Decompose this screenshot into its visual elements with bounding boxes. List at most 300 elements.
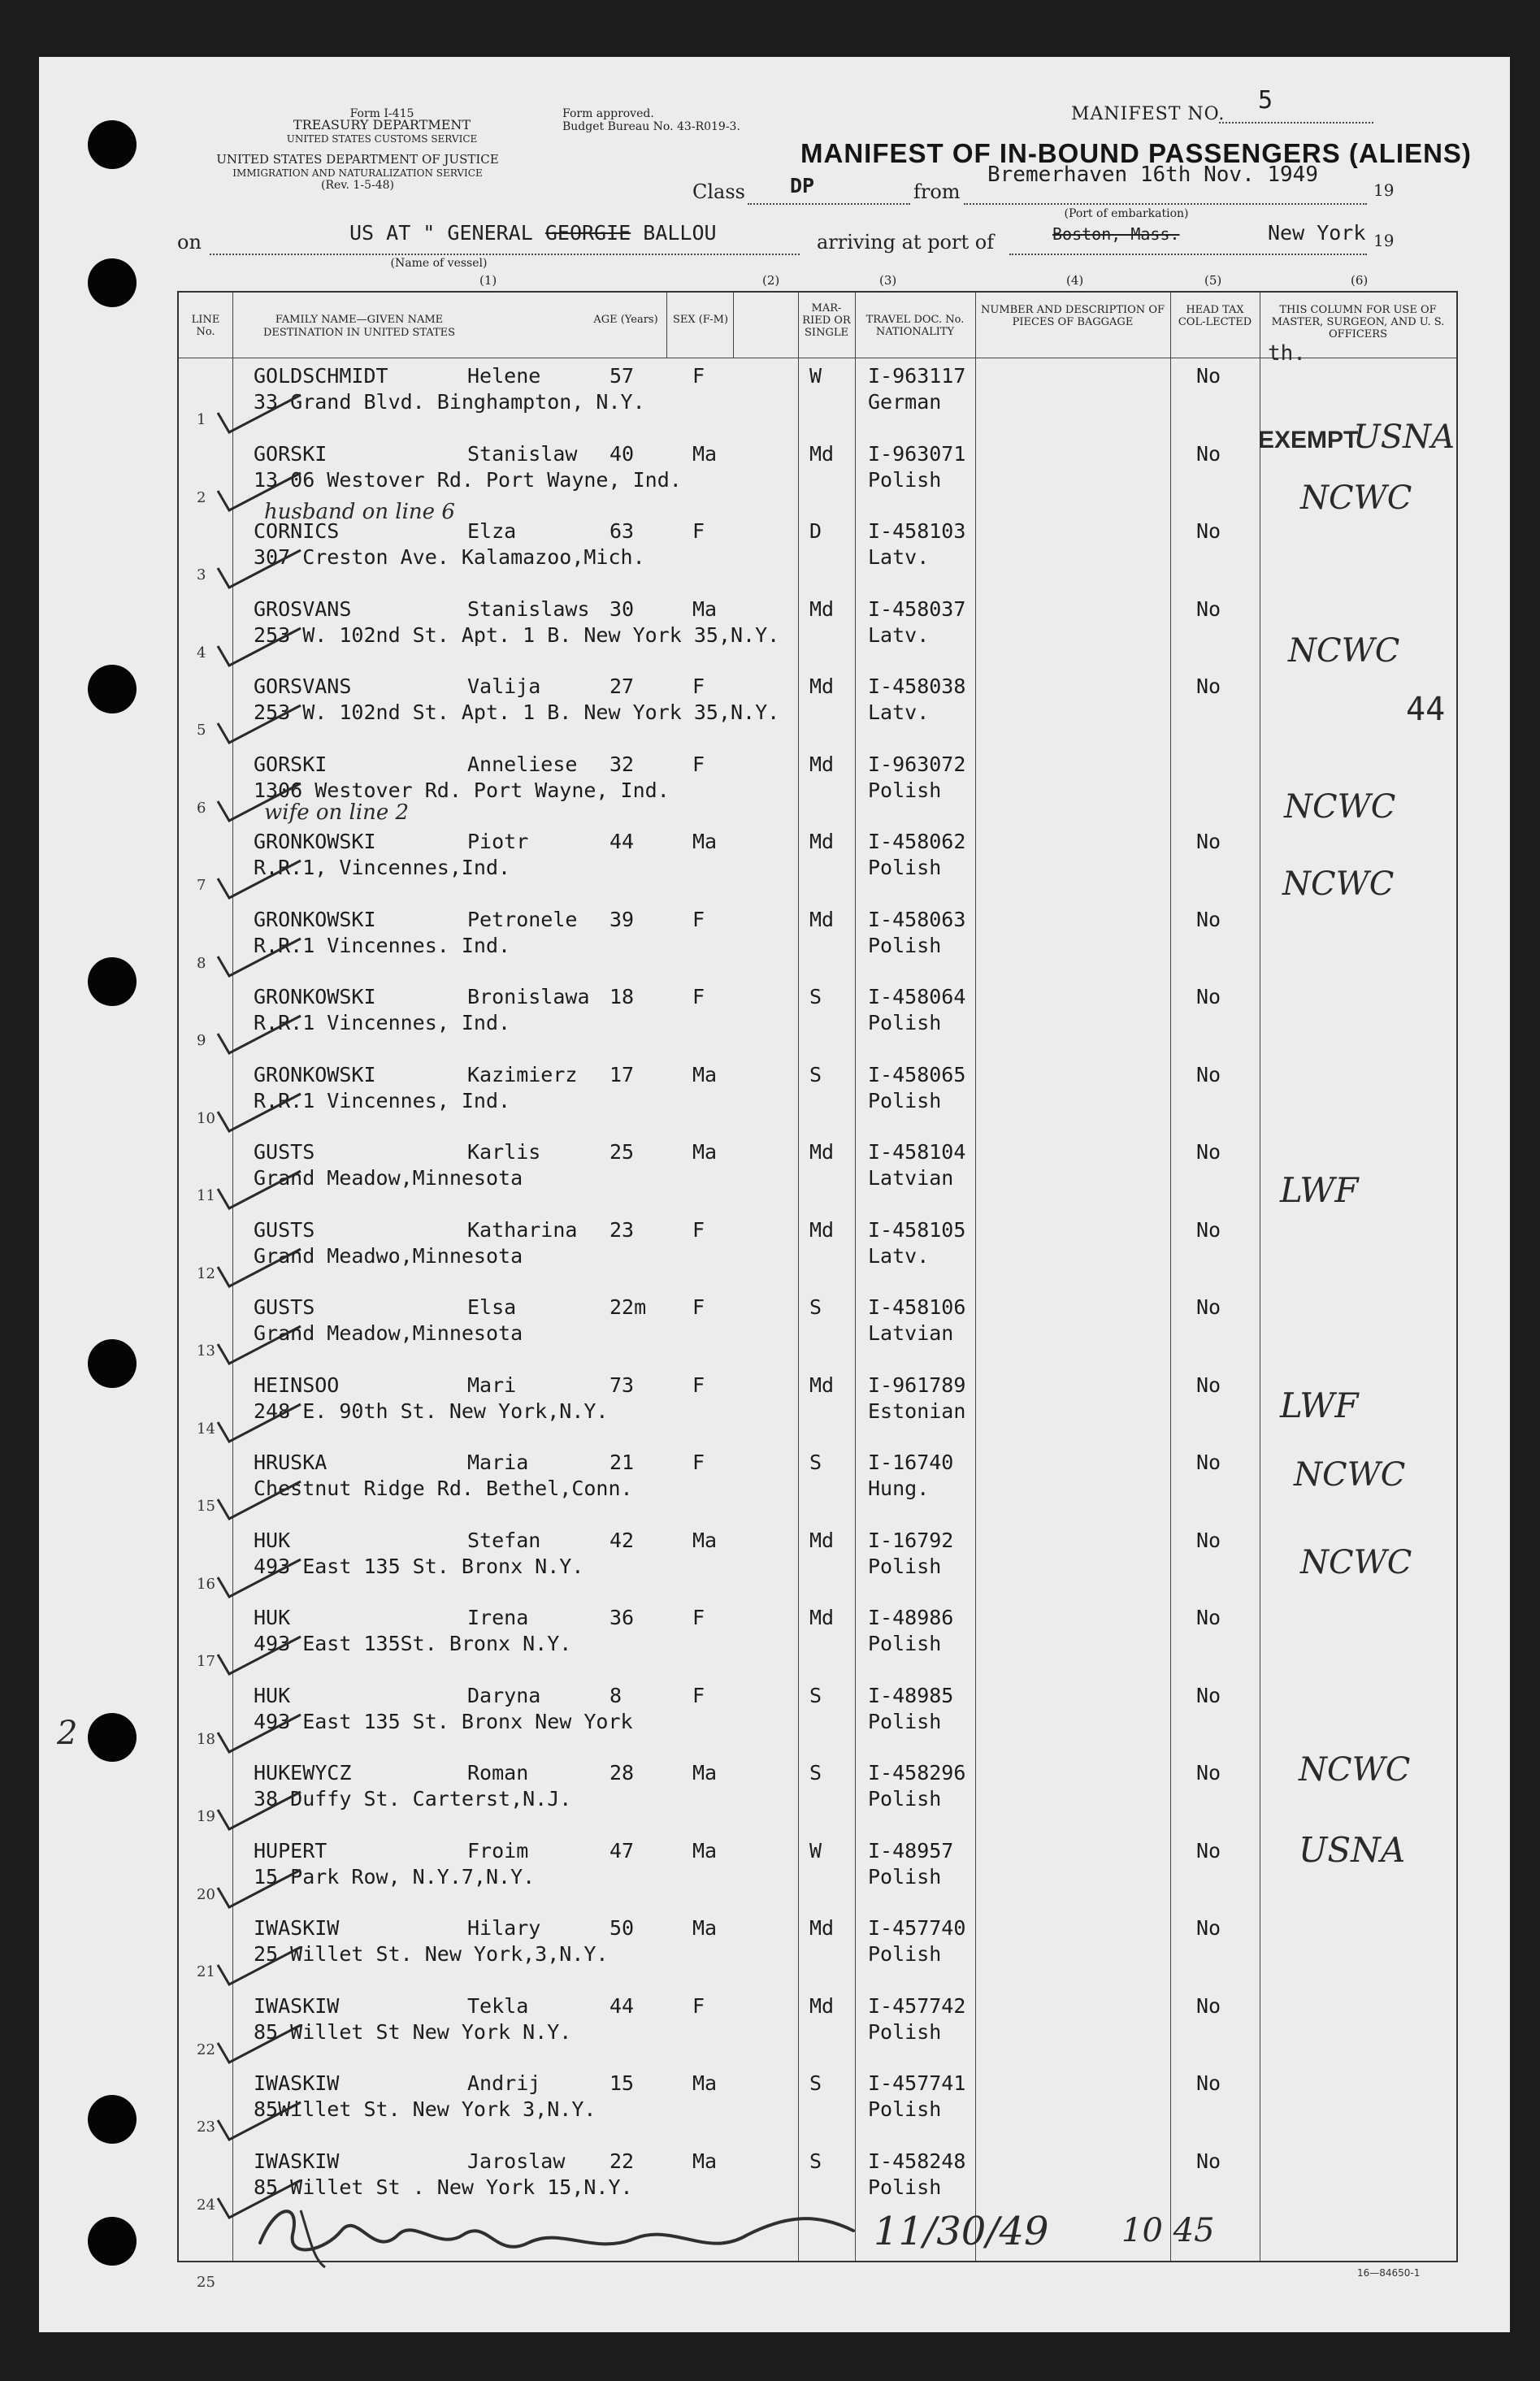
destination: 493 East 135 St. Bronx New York — [254, 1709, 633, 1733]
family-name: HEINSOO — [254, 1373, 340, 1397]
col-age: AGE (Years) — [593, 314, 658, 326]
officer-signature — [252, 2186, 870, 2275]
check-mark-icon — [211, 854, 309, 903]
marital-status: S — [809, 1451, 822, 1474]
doj-heading: UNITED STATES DEPARTMENT OF JUSTICE — [216, 152, 499, 167]
travel-doc-no: I-458103 — [868, 519, 966, 543]
travel-doc-no: I-48985 — [868, 1683, 954, 1707]
family-name: GOLDSCHMIDT — [254, 364, 388, 388]
destination: R.R.1 Vincennes, Ind. — [254, 1088, 511, 1112]
col-head-tax: HEAD TAX COL-LECTED — [1178, 304, 1252, 328]
line-number: 2 — [197, 488, 206, 506]
check-mark-icon — [211, 1785, 309, 1834]
column-number: (1) — [479, 273, 497, 288]
age: 17 — [609, 1062, 635, 1086]
line-number: 21 — [197, 1963, 215, 1980]
head-tax: No — [1196, 2149, 1221, 2173]
nationality: Latvian — [868, 1321, 954, 1345]
agency-note: NCWC — [1294, 1456, 1406, 1494]
line-number: 6 — [197, 799, 206, 817]
head-tax: No — [1196, 830, 1221, 853]
marital-status: Md — [809, 1140, 835, 1164]
given-name: Froim — [467, 1838, 529, 1863]
given-name: Irena — [467, 1606, 529, 1629]
table-row — [179, 359, 1456, 437]
check-mark-icon — [211, 1708, 309, 1757]
travel-doc-no: I-48986 — [868, 1606, 954, 1629]
destination: R.R.1 Vincennes, Ind. — [254, 1011, 511, 1034]
nationality: German — [868, 390, 942, 414]
manifest-number-value: 5 — [1258, 86, 1273, 115]
margin-note: 2 — [57, 1715, 78, 1752]
table-row — [179, 514, 1456, 592]
family-name: IWASKIW — [254, 1993, 340, 2018]
line-number: 8 — [197, 954, 206, 972]
form-approved: Form approved. — [562, 107, 654, 120]
nationality: Latv. — [868, 1243, 930, 1268]
travel-doc-no: I-458065 — [868, 1062, 966, 1086]
sex: F — [692, 1217, 705, 1242]
sex: F — [692, 519, 705, 543]
head-tax: No — [1196, 1373, 1221, 1397]
check-mark-icon — [211, 1553, 309, 1602]
table-row — [179, 1989, 1456, 2067]
age: 21 — [609, 1451, 635, 1474]
head-tax: No — [1196, 1761, 1221, 1785]
given-name: Stefan — [467, 1528, 541, 1552]
sex: Ma — [692, 1528, 718, 1552]
vessel-prefix: US AT " GENERAL — [349, 221, 533, 245]
marital-status: Md — [809, 1916, 835, 1940]
marital-status: Md — [809, 596, 835, 621]
check-mark-icon — [211, 1087, 309, 1136]
wife-note: wife on line 2 — [264, 800, 410, 825]
nationality: Polish — [868, 1632, 942, 1655]
travel-doc-no: I-458064 — [868, 985, 966, 1008]
given-name: Hilary — [467, 1916, 541, 1940]
destination: 15 Park Row, N.Y.7,N.Y. — [254, 1864, 536, 1889]
punch-hole — [88, 957, 137, 1006]
column-number: (5) — [1204, 273, 1222, 288]
given-name: Piotr — [467, 830, 529, 853]
destination: 1306 Westover Rd. Port Wayne, Ind. — [254, 778, 670, 802]
given-name: Karlis — [467, 1140, 541, 1164]
travel-doc-no: I-961789 — [868, 1373, 966, 1397]
nationality: Polish — [868, 933, 942, 957]
nationality: Polish — [868, 2175, 942, 2199]
agency-note: NCWC — [1299, 1751, 1411, 1789]
destination: 85 Willet St New York N.Y. — [254, 2019, 572, 2044]
line-number: 18 — [197, 1730, 215, 1748]
nationality: Polish — [868, 778, 942, 802]
check-mark-icon — [211, 544, 309, 592]
table-row — [179, 2067, 1456, 2145]
head-tax: No — [1196, 1606, 1221, 1629]
nationality: Latvian — [868, 1166, 954, 1190]
family-name: HUK — [254, 1528, 291, 1552]
check-mark-icon — [211, 1863, 309, 1912]
travel-doc-no: I-963117 — [868, 364, 966, 388]
given-name: Andrij — [467, 2071, 541, 2095]
destination: 13 06 Westover Rd. Port Wayne, Ind. — [254, 467, 682, 492]
sex: F — [692, 1373, 705, 1397]
head-tax: No — [1196, 519, 1221, 543]
head-tax: No — [1196, 1838, 1221, 1863]
marital-status: S — [809, 2149, 822, 2173]
year-suffix-2: 19 — [1373, 231, 1395, 250]
col-officers: THIS COLUMN FOR USE OF MASTER, SURGEON, AND U. S. OFFICERS — [1271, 304, 1445, 340]
family-name: GRONKOWSKI — [254, 830, 376, 853]
sex: F — [692, 1295, 705, 1319]
line-number: 17 — [197, 1653, 215, 1670]
column-number: (6) — [1351, 273, 1369, 288]
head-tax: No — [1196, 1683, 1221, 1707]
age: 27 — [609, 674, 635, 698]
travel-doc-no: I-458104 — [868, 1140, 966, 1164]
embarkation-value: Bremerhaven 16th Nov. 1949 — [987, 163, 1318, 187]
age: 28 — [609, 1761, 635, 1785]
nationality: Polish — [868, 1088, 942, 1112]
head-tax: No — [1196, 674, 1221, 698]
husband-note: husband on line 6 — [264, 500, 455, 524]
form-number: Form I-415 — [349, 107, 414, 120]
head-tax: No — [1196, 1217, 1221, 1242]
table-row — [179, 1446, 1456, 1524]
age: 73 — [609, 1373, 635, 1397]
column-number: (2) — [762, 273, 780, 288]
agency-note: USNA — [1299, 1830, 1406, 1870]
travel-doc-no: I-458106 — [868, 1295, 966, 1319]
col-line-no: LINE No. — [191, 314, 220, 338]
age: 36 — [609, 1606, 635, 1629]
destination: 493 East 135 St. Bronx N.Y. — [254, 1554, 584, 1578]
given-name: Elza — [467, 519, 517, 543]
table-row — [179, 1213, 1456, 1291]
marital-status: S — [809, 2071, 822, 2095]
age: 50 — [609, 1916, 635, 1940]
travel-doc-no: I-458105 — [868, 1217, 966, 1242]
marital-status: S — [809, 985, 822, 1008]
punch-hole — [88, 2217, 137, 2266]
marital-status: W — [809, 1838, 822, 1863]
head-tax: No — [1196, 985, 1221, 1008]
table-row — [179, 1058, 1456, 1136]
agency-note: NCWC — [1300, 479, 1412, 517]
vessel-struck: GEORGIE — [544, 221, 631, 245]
family-name: GRONKOWSKI — [254, 1062, 376, 1086]
exempt-stamp: EXEMPT — [1258, 427, 1359, 453]
manifest-number-line — [1219, 122, 1373, 124]
punch-hole — [88, 665, 137, 713]
family-name: IWASKIW — [254, 2149, 340, 2173]
family-name: HUK — [254, 1683, 291, 1707]
marital-status: D — [809, 519, 822, 543]
page-title: MANIFEST OF IN-BOUND PASSENGERS (ALIENS) — [800, 138, 1472, 168]
head-tax: No — [1196, 1295, 1221, 1319]
budget-bureau: Budget Bureau No. 43-R019-3. — [562, 120, 740, 133]
head-tax: No — [1196, 1451, 1221, 1474]
head-tax: No — [1196, 596, 1221, 621]
age: 30 — [609, 596, 635, 621]
check-mark-icon — [211, 1630, 309, 1679]
on-label: on — [177, 231, 202, 254]
nationality: Polish — [868, 2019, 942, 2044]
col-married: MAR-RIED OR SINGLE — [802, 302, 851, 339]
sex: F — [692, 1606, 705, 1629]
age: 40 — [609, 441, 635, 466]
destination: 493 East 135St. Bronx N.Y. — [254, 1632, 572, 1655]
line-number: 20 — [197, 1885, 215, 1903]
given-name: Kazimierz — [467, 1062, 578, 1086]
arrival-port-line — [1009, 254, 1367, 255]
check-mark-icon — [211, 1243, 309, 1291]
age: 22m — [609, 1295, 647, 1319]
age: 57 — [609, 364, 635, 388]
check-mark-icon — [211, 699, 309, 748]
destination: 38 Duffy St. Carterst,N.J. — [254, 1787, 572, 1811]
line-number: 13 — [197, 1342, 215, 1360]
table-row — [179, 1290, 1456, 1368]
table-row — [179, 1911, 1456, 1989]
travel-doc-no: I-16792 — [868, 1528, 954, 1552]
family-name: HRUSKA — [254, 1451, 328, 1474]
line-number: 23 — [197, 2119, 215, 2136]
arrival-port-struck: Boston, Mass. — [1052, 224, 1180, 244]
sex: Ma — [692, 2071, 718, 2095]
sex: F — [692, 752, 705, 776]
destination: 248 E. 90th St. New York,N.Y. — [254, 1399, 609, 1423]
marital-status: Md — [809, 441, 835, 466]
table-row — [179, 1524, 1456, 1602]
table-row — [179, 1834, 1456, 1912]
travel-doc-no: I-48957 — [868, 1838, 954, 1863]
destination: 25 Willet St. New York,3,N.Y. — [254, 1942, 609, 1966]
from-label: from — [913, 180, 961, 203]
punch-hole — [88, 258, 137, 307]
travel-doc-no: I-458062 — [868, 830, 966, 853]
nationality: Estonian — [868, 1399, 966, 1423]
nationality: Polish — [868, 1787, 942, 1811]
family-name: GORSKI — [254, 752, 328, 776]
head-tax: No — [1196, 1062, 1221, 1086]
travel-doc-no: I-458296 — [868, 1761, 966, 1785]
table-row — [179, 1135, 1456, 1213]
age: 39 — [609, 907, 635, 931]
destination: 85 Willet St . New York 15,N.Y. — [254, 2175, 633, 2199]
travel-doc-no: I-963071 — [868, 441, 966, 466]
family-name: IWASKIW — [254, 2071, 340, 2095]
travel-doc-no: I-457742 — [868, 1993, 966, 2018]
destination: Grand Meadow,Minnesota — [254, 1321, 523, 1345]
sex: Ma — [692, 441, 718, 466]
form-footer-code: 16—84650-1 — [1357, 2267, 1421, 2279]
head-tax: No — [1196, 364, 1221, 388]
age: 32 — [609, 752, 635, 776]
sex: F — [692, 1451, 705, 1474]
marital-status: Md — [809, 1606, 835, 1629]
check-mark-icon — [211, 1398, 309, 1446]
agency-note: NCWC — [1284, 788, 1396, 826]
table-row — [179, 592, 1456, 670]
age: 47 — [609, 1838, 635, 1863]
manifest-number-label: MANIFEST NO. — [1071, 104, 1225, 124]
check-mark-icon — [211, 1941, 309, 1989]
check-mark-icon — [211, 1009, 309, 1058]
arriving-label: arriving at port of — [817, 231, 995, 254]
nationality: Latv. — [868, 545, 930, 569]
destination: 85Willet St. New York 3,N.Y. — [254, 2097, 596, 2121]
nationality: Polish — [868, 1709, 942, 1733]
sex: F — [692, 985, 705, 1008]
punch-hole — [88, 120, 137, 169]
sex: F — [692, 674, 705, 698]
given-name: Anneliese — [467, 752, 578, 776]
table-row — [179, 903, 1456, 981]
family-name: HUKEWYCZ — [254, 1761, 352, 1785]
line-number: 10 — [197, 1109, 215, 1127]
family-name: GROSVANS — [254, 596, 352, 621]
agency-note: LWF — [1280, 1386, 1359, 1425]
age: 8 — [609, 1683, 623, 1707]
nationality: Hung. — [868, 1477, 930, 1500]
check-mark-icon — [211, 2096, 309, 2145]
given-name: Daryna — [467, 1683, 541, 1707]
class-value: DP — [790, 174, 815, 197]
sex: Ma — [692, 1062, 718, 1086]
vessel-rest: BALLOU — [643, 221, 717, 245]
line-number: 9 — [197, 1032, 206, 1049]
marital-status: S — [809, 1295, 822, 1319]
table-row — [179, 1368, 1456, 1446]
check-mark-icon — [211, 1475, 309, 1524]
sex: F — [692, 907, 705, 931]
given-name: Bronislawa — [467, 985, 590, 1008]
sex: Ma — [692, 1140, 718, 1164]
agency-note: USNA — [1353, 419, 1455, 456]
age: 44 — [609, 830, 635, 853]
agency-note: NCWC — [1300, 1544, 1412, 1581]
check-mark-icon — [211, 932, 309, 981]
line-number: 16 — [197, 1575, 215, 1593]
travel-doc-no: I-458063 — [868, 907, 966, 931]
check-mark-icon — [211, 2019, 309, 2067]
destination: 253 W. 102nd St. Apt. 1 B. New York 35,N.Y. — [254, 700, 780, 724]
destination: R.R.1 Vincennes. Ind. — [254, 933, 511, 957]
family-name: HUPERT — [254, 1838, 328, 1863]
check-mark-icon — [211, 1164, 309, 1213]
family-name: GRONKOWSKI — [254, 985, 376, 1008]
given-name: Stanislaw — [467, 441, 578, 466]
travel-doc-no: I-16740 — [868, 1451, 954, 1474]
sex: Ma — [692, 1838, 718, 1863]
travel-doc-no: I-458248 — [868, 2149, 966, 2173]
agency-note: LWF — [1280, 1170, 1359, 1210]
arrival-port-value: New York — [1268, 221, 1366, 245]
col-sex: SEX (F-M) — [672, 314, 729, 326]
line-number: 11 — [197, 1187, 215, 1204]
marital-status: Md — [809, 1993, 835, 2018]
sex: Ma — [692, 1761, 718, 1785]
head-tax: No — [1196, 907, 1221, 931]
column-number: (4) — [1066, 273, 1084, 288]
nationality: Polish — [868, 467, 942, 492]
line-number: 1 — [197, 411, 206, 428]
head-tax: No — [1196, 2071, 1221, 2095]
marital-status: Md — [809, 1373, 835, 1397]
head-tax: No — [1196, 1528, 1221, 1552]
nationality: Polish — [868, 1554, 942, 1578]
given-name: Petronele — [467, 907, 578, 931]
given-name: Roman — [467, 1761, 529, 1785]
table-row — [179, 1601, 1456, 1679]
agency-note: NCWC — [1282, 865, 1395, 903]
age: 22 — [609, 2149, 635, 2173]
officer-note: th. — [1268, 341, 1306, 366]
line-number: 4 — [197, 644, 206, 661]
table-row — [179, 825, 1456, 903]
destination: Grand Meadow,Minnesota — [254, 1166, 523, 1190]
given-name: Elsa — [467, 1295, 517, 1319]
age: 44 — [609, 1993, 635, 2018]
destination: 253 W. 102nd St. Apt. 1 B. New York 35,N.Y. — [254, 622, 780, 647]
given-name: Tekla — [467, 1993, 529, 2018]
line-number: 19 — [197, 1808, 215, 1825]
marital-status: Md — [809, 907, 835, 931]
punch-hole — [88, 1339, 137, 1388]
year-suffix-1: 19 — [1373, 180, 1395, 200]
given-name: Stanislaws — [467, 596, 590, 621]
marital-status: Md — [809, 830, 835, 853]
given-name: Jaroslaw — [467, 2149, 566, 2173]
line-number: 15 — [197, 1498, 215, 1515]
agency-note: NCWC — [1288, 632, 1400, 670]
vessel-caption: (Name of vessel) — [390, 257, 488, 270]
family-name: GUSTS — [254, 1217, 315, 1242]
travel-doc-no: I-458037 — [868, 596, 966, 621]
given-name: Katharina — [467, 1217, 578, 1242]
marital-status: Md — [809, 1528, 835, 1552]
check-mark-icon — [211, 1320, 309, 1368]
nationality: Polish — [868, 1011, 942, 1034]
given-name: Mari — [467, 1373, 517, 1397]
signature-number: 10 45 — [1121, 2212, 1215, 2249]
embarkation-caption: (Port of embarkation) — [1064, 207, 1189, 220]
form-revision: (Rev. 1-5-48) — [321, 179, 394, 192]
family-name: GUSTS — [254, 1140, 315, 1164]
nationality: Polish — [868, 1864, 942, 1889]
family-name: HUK — [254, 1606, 291, 1629]
line-number: 14 — [197, 1420, 215, 1438]
age: 18 — [609, 985, 635, 1008]
age: 63 — [609, 519, 635, 543]
family-name: GUSTS — [254, 1295, 315, 1319]
age: 42 — [609, 1528, 635, 1552]
ins-heading: IMMIGRATION AND NATURALIZATION SERVICE — [232, 167, 483, 179]
marital-status: Md — [809, 752, 835, 776]
head-tax: No — [1196, 441, 1221, 466]
destination: Grand Meadwo,Minnesota — [254, 1243, 523, 1268]
punch-hole — [88, 2095, 137, 2144]
destination: 307 Creston Ave. Kalamazoo,Mich. — [254, 545, 645, 569]
travel-doc-no: I-963072 — [868, 752, 966, 776]
line-number: 3 — [197, 566, 206, 583]
marital-status: S — [809, 1062, 822, 1086]
marital-status: Md — [809, 674, 835, 698]
line-number: 7 — [197, 877, 206, 894]
family-name: GORSKI — [254, 441, 328, 466]
age: 15 — [609, 2071, 635, 2095]
head-tax: No — [1196, 1993, 1221, 2018]
